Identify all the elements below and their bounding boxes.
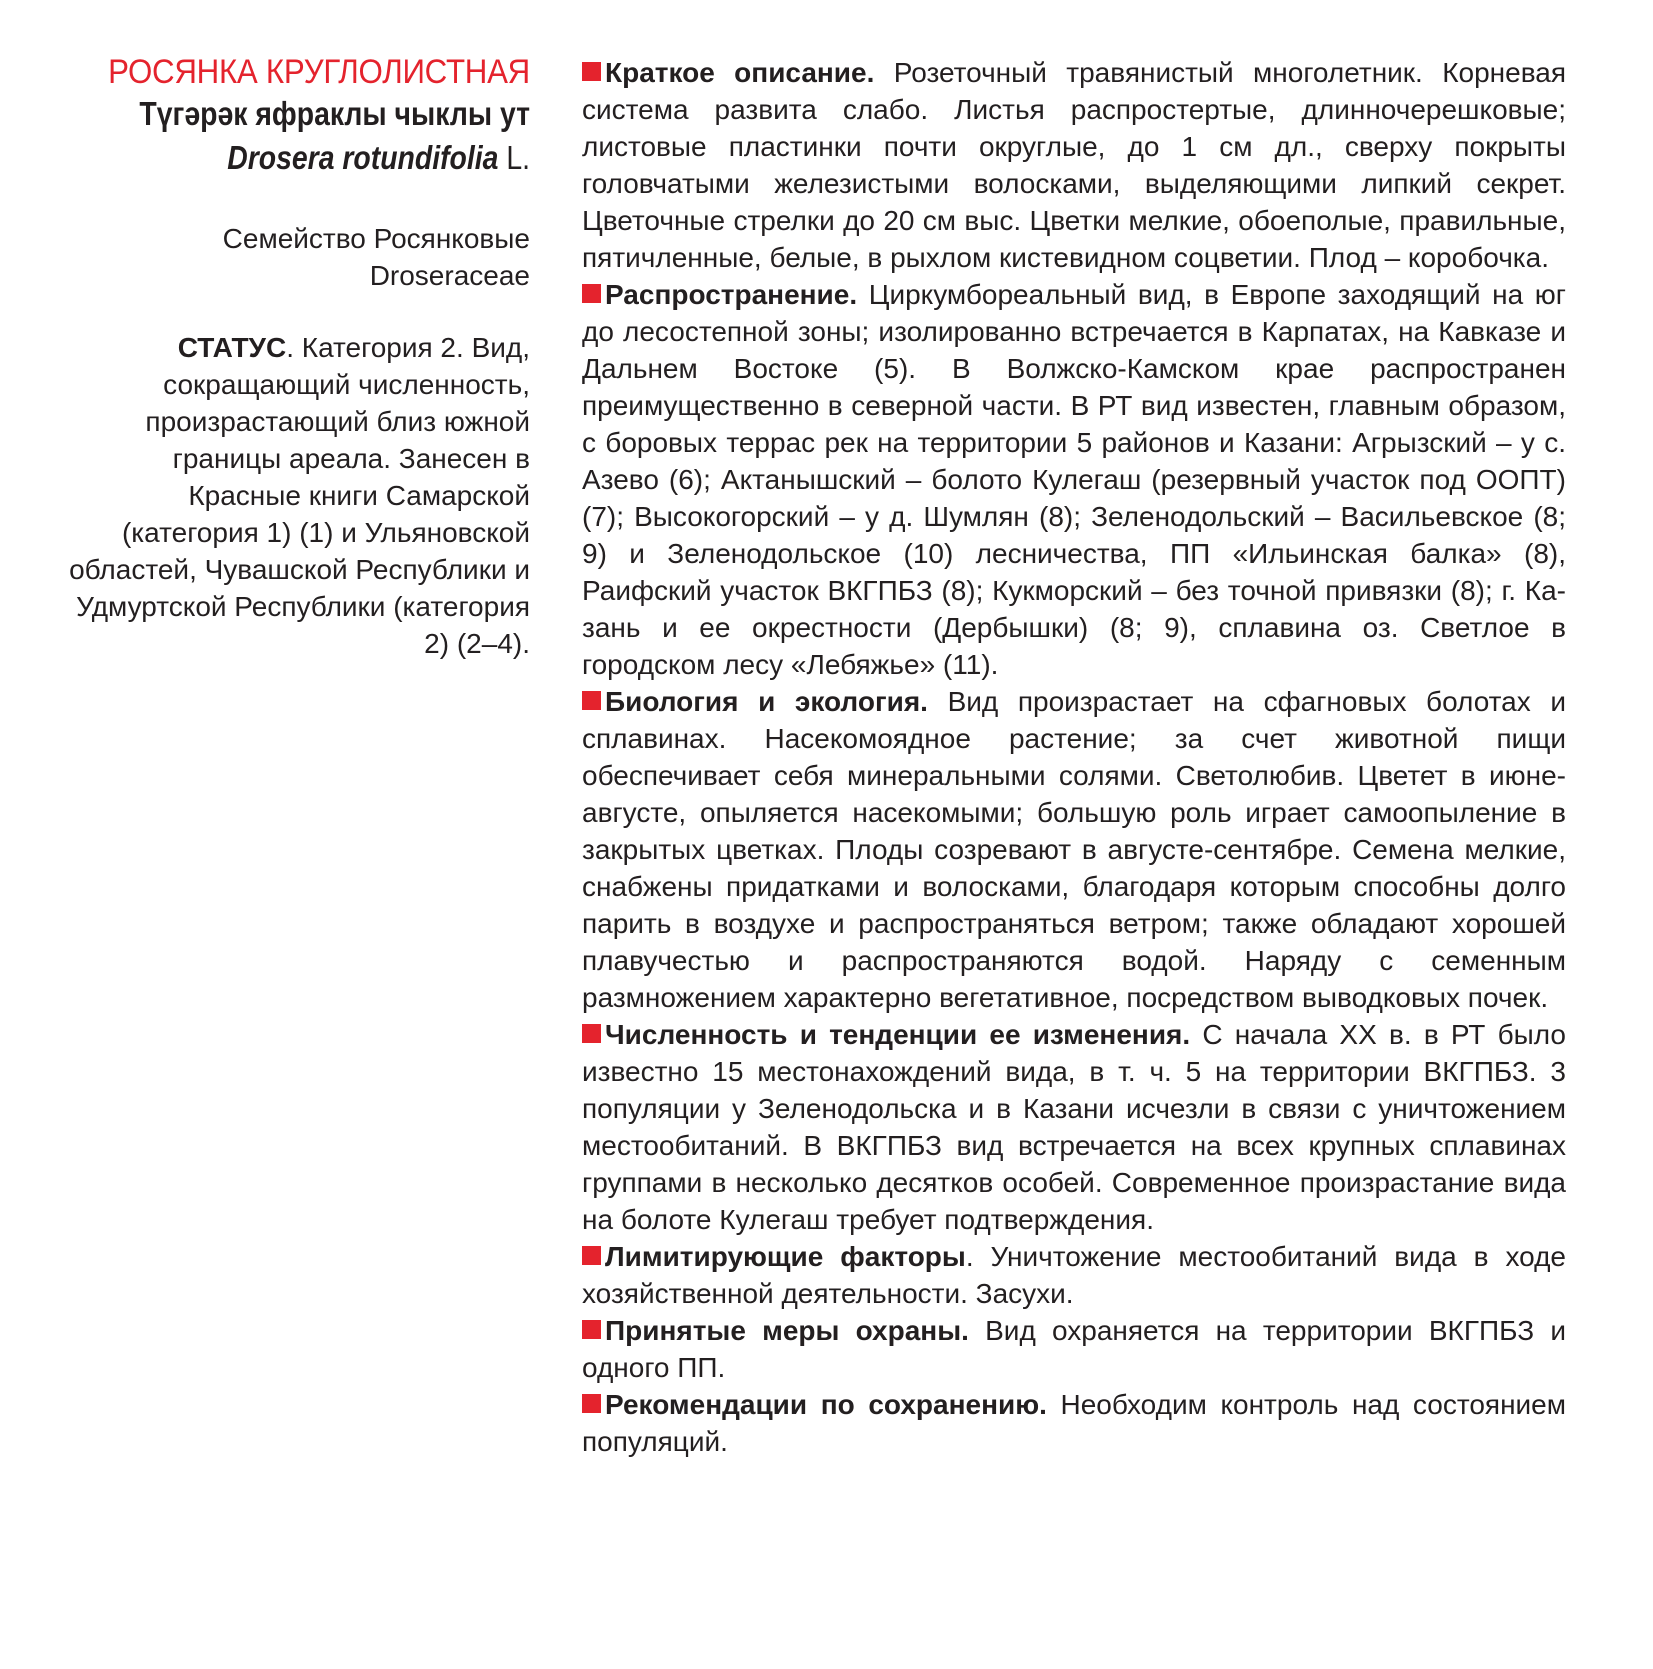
family-block: [60, 220, 530, 294]
section-short-description: [582, 54, 1566, 276]
section-biology-ecology: [582, 683, 1566, 1016]
family-russian: Семейство Росянковые: [222, 223, 530, 254]
section-text: . Уничтожение местообитаний вида в ходе хозяйственной деятельности. Засухи.: [582, 1241, 1566, 1309]
red-square-bullet-icon: [582, 62, 601, 81]
species-description: [582, 54, 1566, 1460]
red-square-bullet-icon: [582, 1394, 601, 1413]
section-conservation-recommendations: [582, 1386, 1566, 1460]
section-population-trends: [582, 1016, 1566, 1238]
latin-binomial: Drosera rotundifolia: [227, 139, 499, 176]
red-square-bullet-icon: [582, 1320, 601, 1339]
status-text: . Категория 2. Вид, сокращающий численность, произрастающий близ южной границы ареала. Занесен в Красные книги Самарской (категория 1) (1) и Ульяновской областей, Чувашской Республики и Удмуртской Республики (категория 2) (2–4).: [69, 332, 530, 659]
section-limiting-factors: [582, 1238, 1566, 1312]
taxon-author: L.: [498, 139, 530, 176]
species-name-latin: [126, 136, 530, 180]
red-square-bullet-icon: [582, 284, 601, 303]
section-distribution: [582, 276, 1566, 683]
section-heading: Рекомендации по сохранению.: [605, 1389, 1047, 1420]
section-text: С начала XX в. в РТ было известно 15 местонахождений вида, в т. ч. 5 на территории ВКГПБЗ. 3 популяции у Зеленодольска и в Казани исчезли в связи с уничтожением местообитаний. В ВКГПБЗ вид встречается на всех крупных сплавинах группами в несколько десятков особей. Современное произрастание вида на болоте Кулегаш требует подтверждения.: [582, 1019, 1566, 1235]
species-header: [60, 52, 530, 662]
section-heading: Численность и тенденции ее изменения.: [605, 1019, 1191, 1050]
species-name-tatar: Түгәрәк яфраклы чыклы ут: [139, 95, 530, 132]
species-name-russian: РОСЯНКА КРУГЛОЛИСТНАЯ: [108, 53, 530, 91]
section-heading: Лимитирующие факторы: [605, 1241, 966, 1272]
section-text: Циркумбореальный вид, в Европе заходящий на юг до лесостепной зоны; изолированно встречается в Карпатах, на Кавказе и Дальнем Востоке (5). В Волжско-Камском крае распространен преимущественно в северной части. В РТ вид известен, главным образом, с боровых террас рек на территории 5 районов и Казани: Агрызский – у с. Азево (6); Актанышский – болото Кулегаш (резервный участок под ООПТ) (7); Высокогорский – у д. Шумлян (8); Зеленодольский – Васильевское (8; 9) и Зеленодольское (10) лесничества, ПП «Ильинская балка» (8), Раифский участок ВКГПБЗ (8); Кукморский – без точной привязки (8); г. Казань и ее окрестности (Дербышки) (8; 9), сплавина оз. Светлое в городском лесу «Лебяжье» (11).: [582, 279, 1566, 680]
status-label: СТАТУС: [177, 332, 287, 363]
section-text: Розеточный травянистый многолетник. Корневая система развита слабо. Листья распростертые, длинночерешковые; листовые пластинки почти округлые, до 1 см дл., сверху покрыты головчатыми железистыми волосками, выделяющими липкий секрет. Цветочные стрелки до 20 см выс. Цветки мелкие, обоеполые, правильные, пятичленные, белые, в рыхлом кистевидном соцветии. Плод – коробочка.: [582, 57, 1566, 273]
section-text: Вид произрастает на сфагновых болотах и сплавинах. Насекомоядное растение; за счет животной пищи обеспечивает себя минеральными солями. Светолюбив. Цветет в июне-августе, опыляется насекомыми; большую роль играет самоопыление в закрытых цветках. Плоды созревают в августе-сентябре. Семена мелкие, снабжены придатками и волосками, благодаря которым способны долго парить в воздухе и распространяться ветром; также обладают хорошей плавучестью и распространяются водой. Наряду с семенным размножением характерно вегетативное, посредством выводковых почек.: [582, 686, 1566, 1013]
section-text: Вид охраняется на территории ВКГПБЗ и одного ПП.: [582, 1315, 1566, 1383]
red-square-bullet-icon: [582, 1024, 601, 1043]
section-protection-measures: [582, 1312, 1566, 1386]
section-heading: Краткое описание.: [605, 57, 875, 88]
status-block: [60, 329, 530, 662]
red-square-bullet-icon: [582, 691, 601, 710]
section-text: Необходим контроль над состоянием популяций.: [582, 1389, 1566, 1457]
family-latin: Droseraceae: [369, 260, 530, 291]
section-heading: Принятые меры охраны.: [605, 1315, 969, 1346]
section-heading: Биология и экология.: [605, 686, 928, 717]
red-square-bullet-icon: [582, 1246, 601, 1265]
section-heading: Распространение.: [605, 279, 858, 310]
